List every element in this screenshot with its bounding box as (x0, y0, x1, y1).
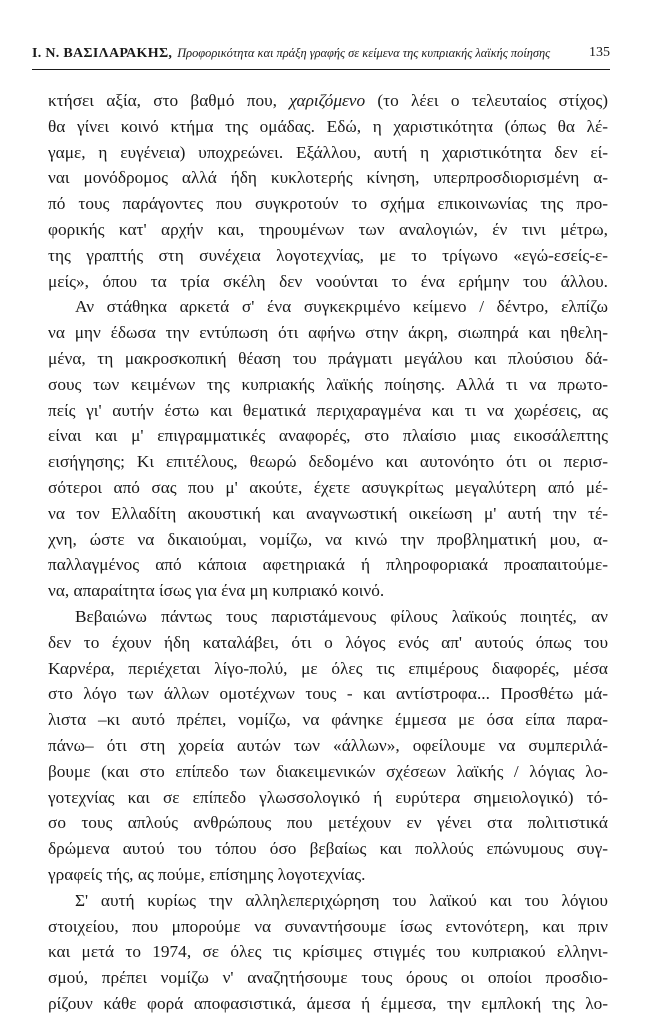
text-line-23: Καρνέρα, περιέχεται λίγο-πολύ, με όλες τις επιμέρους διαφορές, μέσα (48, 658, 608, 678)
text-line-26: πάνω– ότι στη χορεία αυτών των «άλλων», οφείλουμε να συμπεριλά- (48, 735, 608, 755)
text-line-27: βουμε (και στο επίπεδο των διακειμενικών σχέσεων λαϊκής / λόγιας λο- (48, 761, 608, 781)
text-line-2: θα γίνει κοινό κτήμα της ομάδας. Εδώ, η χαριστικότητα (όπως θα λέ- (48, 116, 608, 136)
text-line-25: λιστα –κι αυτό πρέπει, νομίζω, να φάνηκε έμμεσα με όσα είπα παρα- (48, 710, 608, 730)
emphasis-word: χαριζόμενο (289, 91, 366, 110)
paragraph-start-line: Σ' αυτή κυρίως την αλληλεπεριχώρηση του λαϊκού και του λόγιου (75, 890, 608, 910)
text-line-28: γοτεχνίας και σε επίπεδο γλωσσολογικό ή ευρύτερα σημειολογικό) τό- (48, 787, 608, 807)
text-line-13: πείς γι' αυτήν έστω και θεματικά περιχαραγμένα και τι να χωρέσεις, ας (48, 400, 608, 420)
text-line-1: κτήσει αξία, στο βαθμό που, χαριζόμενο (το λέει ο τελευταίος στίχος) (48, 91, 609, 110)
text-line-33: στοιχείου, που μπορούμε να συναντήσουμε ίσως εντονότερη, και πριν (48, 916, 608, 936)
text-line-35: σμού, πρέπει νομίζω ν' αναζητήσουμε τους όρους οι οποίοι προσδιο- (48, 968, 608, 988)
header-author: Ι. Ν. ΒΑΣΙΛΑΡΑΚΗΣ, (32, 46, 173, 61)
paragraph-end-line: γραφείς τής, ας πούμε, επίσημης λογοτεχνίας. (48, 864, 366, 884)
text-line-29: σο τους απλούς ανθρώπους που μετέχουν εν γένει στα πολιτιστικά (48, 813, 608, 833)
text-line-22: δεν το έχουν ήδη καταλάβει, ότι ο λόγος ενός απ' αυτούς όπως του (48, 632, 608, 652)
paragraph-start-line: Βεβαιώνω πάντως τους παριστάμενους φίλους λαϊκούς ποιητές, αν (75, 606, 608, 626)
text-line-16: σότεροι από σας που μ' ακούτε, έχετε ασυγκρίτως μεγαλύτερη από μέ- (48, 477, 608, 497)
text-line-30: δρώμενα αυτού του τόπου όσο βεβαίως και πολλούς επώνυμους συγ- (48, 839, 608, 859)
text-line-11: μένα, τη μακροσκοπική θέαση του πράγματι μεγάλου και πλούσιου δά- (48, 348, 608, 368)
page-number: 135 (589, 45, 610, 60)
text-line-10: να μην έδωσα την εντύπωση ότι αφήνω στην άκρη, σιωπηρά και ηθελη- (48, 323, 608, 343)
paragraph-start-line: Αν στάθηκα αρκετά σ' ένα συγκεκριμένο κείμενο / δέντρο, ελπίζω (75, 297, 608, 317)
text-line-18: χνη, ώστε να δικαιούμαι, νομίζω, να κινώ την προβληματική μου, α- (48, 529, 608, 549)
text-line-14: είναι και μ' επιγραμματικές αναφορές, στο πλαίσιο μιας εικοσάλεπτης (48, 426, 608, 446)
text-line-12: σους των κειμένων της κυπριακής λαϊκής ποίησης. Αλλά τι να πρωτο- (48, 374, 608, 394)
paragraph-end-line: να, απαραίτητα ίσως για ένα μη κυπριακό κοινό. (48, 581, 385, 601)
text-line-3: γαμε, η ευγένεια) υποχρεώνει. Εξάλλου, αυτή η χαριστικότητα δεν εί- (48, 142, 608, 162)
header-rule (32, 69, 610, 70)
text-line-4: ναι μονόδρομος αλλά ήδη κυκλοτερής κίνηση, υπερπροσδιορισμένη α- (48, 168, 608, 188)
text-line-24: στο λόγο των άλλων ομοτέχνων τους - και αντίστροφα... Προσθέτω μά- (48, 684, 608, 704)
text-line-6: φορικής κατ' αρχήν και, τηρουμένων των αναλογιών, έν τινι μέτρω, (48, 219, 608, 239)
text-line-7: της γραπτής στη συνέχεια λογοτεχνίας, με το τρίγωνο «εγώ-εσείς-ε- (48, 245, 608, 265)
text-line-19: παλλαγμένος από κάποια αφετηριακά ή πληροφοριακά προαπαιτούμε- (48, 555, 608, 575)
body-text (48, 88, 608, 1017)
text-line-5: πό τους παράγοντες που συγκροτούν το σχήμα επικοινωνίας της προ- (48, 194, 608, 214)
header-title: Προφορικότητα και πράξη γραφής σε κείμενα της κυπριακής λαϊκής ποίησης (177, 46, 551, 60)
text-line-34: και μετά το 1974, σε όλες τις κρίσιμες στιγμές του κυπριακού ελληνι- (48, 942, 608, 962)
text-line-17: να τον Ελλαδίτη ακουστική και αναγνωστική οικείωση μ' αυτή την τέ- (48, 503, 608, 523)
text-line-8: μείς», όπου τα τρία σκέλη δεν νοούνται το ένα ερήμην του άλλου. (48, 271, 608, 291)
text-line-36: ρίζουν κάθε φορά αποφασιστικά, άμεσα ή έμμεσα, την εμπλοκή της λο- (48, 993, 608, 1013)
running-header (32, 44, 610, 63)
text-line-15: εισήγησης; Κι επιτέλους, θεωρώ δεδομένο και αυτονόητο ότι οι περισ- (48, 452, 608, 472)
